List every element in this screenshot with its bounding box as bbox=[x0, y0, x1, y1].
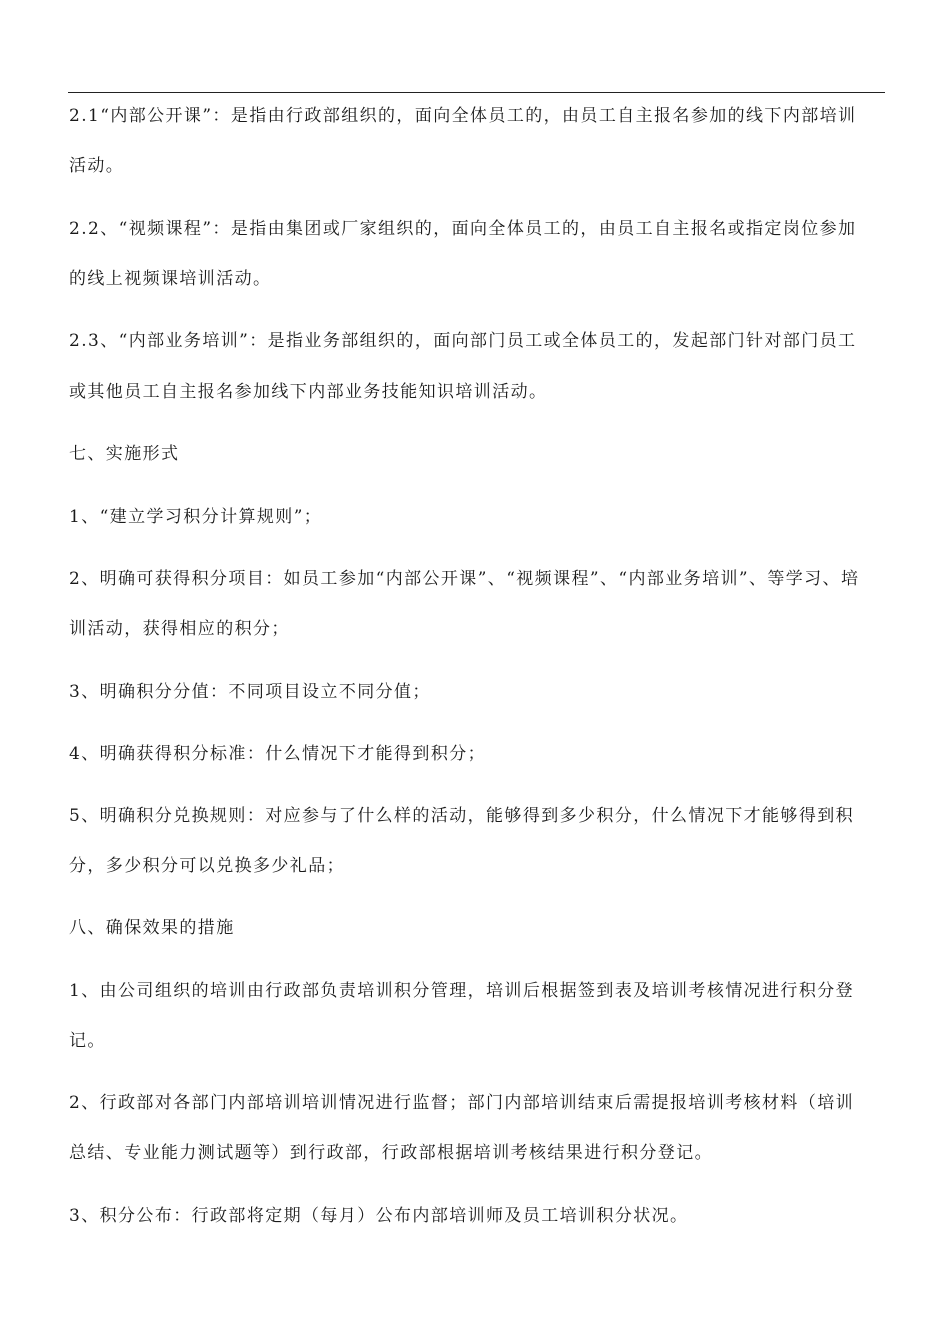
item-7-4: 4、明确获得积分标准：什么情况下才能得到积分； bbox=[69, 744, 487, 764]
paragraph-2-2-line-2: 的线上视频课培训活动。 bbox=[69, 269, 272, 289]
paragraph-2-1-line-1: 2.1“内部公开课”：是指由行政部组织的，面向全体员工的，由员工自主报名参加的线下内部培训 bbox=[69, 106, 857, 126]
item-7-2-line-1: 2、明确可获得积分项目：如员工参加“内部公开课”、“视频课程”、“内部业务培训”、等学习、培 bbox=[69, 569, 860, 589]
paragraph-2-3-line-2: 或其他员工自主报名参加线下内部业务技能知识培训活动。 bbox=[69, 382, 548, 402]
item-7-3: 3、明确积分分值：不同项目设立不同分值； bbox=[69, 682, 431, 702]
paragraph-2-3-line-1: 2.3、“内部业务培训”：是指业务部组织的，面向部门员工或全体员工的，发起部门针对部门员工 bbox=[69, 331, 857, 351]
item-7-5-line-2: 分，多少积分可以兑换多少礼品； bbox=[69, 856, 345, 876]
section-heading-7: 七、实施形式 bbox=[69, 444, 180, 464]
section-heading-8: 八、确保效果的措施 bbox=[69, 918, 235, 938]
item-8-2-line-1: 2、行政部对各部门内部培训培训情况进行监督；部门内部培训结束后需提报培训考核材料（培训 bbox=[69, 1093, 855, 1113]
item-8-2-line-2: 总结、专业能力测试题等）到行政部，行政部根据培训考核结果进行积分登记。 bbox=[69, 1143, 713, 1163]
item-8-1-line-1: 1、由公司组织的培训由行政部负责培训积分管理，培训后根据签到表及培训考核情况进行积分登 bbox=[69, 981, 855, 1001]
header-rule bbox=[68, 92, 885, 93]
item-7-1: 1、“建立学习积分计算规则”； bbox=[69, 507, 323, 527]
item-7-2-line-2: 训活动，获得相应的积分； bbox=[69, 619, 290, 639]
item-7-5-line-1: 5、明确积分兑换规则：对应参与了什么样的活动，能够得到多少积分，什么情况下才能够得到积 bbox=[69, 806, 855, 826]
paragraph-2-1-line-2: 活动。 bbox=[69, 156, 125, 176]
paragraph-2-2-line-1: 2.2、“视频课程”：是指由集团或厂家组织的，面向全体员工的，由员工自主报名或指定岗位参加 bbox=[69, 219, 857, 239]
item-8-3: 3、积分公布：行政部将定期（每月）公布内部培训师及员工培训积分状况。 bbox=[69, 1206, 689, 1226]
item-8-1-line-2: 记。 bbox=[69, 1031, 106, 1051]
